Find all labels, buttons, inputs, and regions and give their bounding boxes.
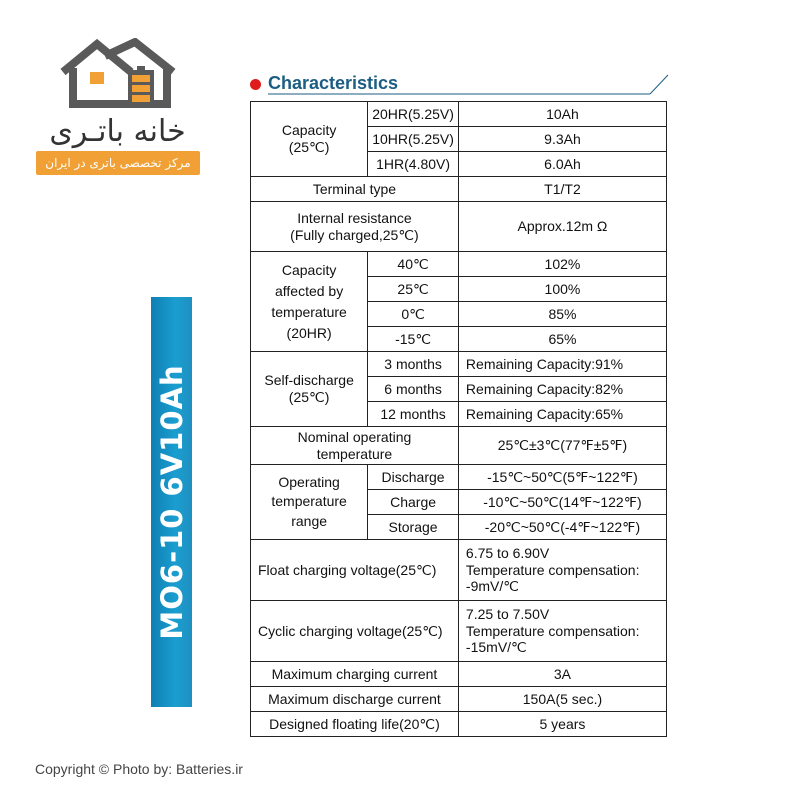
cyclic-voltage-label: Cyclic charging voltage(25℃)	[251, 601, 459, 662]
table-row	[251, 601, 667, 662]
float-life-label: Designed floating life(20℃)	[251, 712, 459, 737]
temp-cond: 25℃	[368, 277, 459, 302]
resistance-label: Internal resistance (Fully charged,25℃)	[251, 202, 459, 252]
operating-range-cond: Storage	[368, 515, 459, 540]
table-row	[251, 352, 667, 377]
temp-value: 100%	[458, 277, 666, 302]
self-discharge-value: Remaining Capacity:82%	[458, 377, 666, 402]
table-row	[251, 465, 667, 490]
capacity-value: 9.3Ah	[458, 127, 666, 152]
capacity-value: 6.0Ah	[458, 152, 666, 177]
table-row	[251, 252, 667, 277]
max-charge-current-value: 3A	[458, 662, 666, 687]
operating-range-cond: Discharge	[368, 465, 459, 490]
table-row	[251, 427, 667, 465]
copyright-notice: Copyright © Photo by: Batteries.ir	[35, 761, 243, 777]
operating-range-label: Operating temperature range	[251, 465, 368, 540]
table-row	[251, 102, 667, 127]
float-voltage-value: 6.75 to 6.90V Temperature compensation: -9mV/℃	[458, 540, 666, 601]
resistance-value: Approx.12m Ω	[458, 202, 666, 252]
operating-range-value: -10℃~50℃(14℉~122℉)	[458, 490, 666, 515]
self-discharge-cond: 3 months	[368, 352, 459, 377]
brand-name: خانه باتـری	[49, 114, 186, 149]
temp-value: 65%	[458, 327, 666, 352]
table-row	[251, 712, 667, 737]
capacity-cond: 20HR(5.25V)	[368, 102, 459, 127]
capacity-cond: 1HR(4.80V)	[368, 152, 459, 177]
max-charge-current-label: Maximum charging current	[251, 662, 459, 687]
table-row	[251, 687, 667, 712]
terminal-label: Terminal type	[251, 177, 459, 202]
temp-value: 85%	[458, 302, 666, 327]
temp-value: 102%	[458, 252, 666, 277]
operating-range-value: -20℃~50℃(-4℉~122℉)	[458, 515, 666, 540]
cyclic-voltage-value: 7.25 to 7.50V Temperature compensation: -15mV/℃	[458, 601, 666, 662]
self-discharge-label: Self-discharge (25℃)	[251, 352, 368, 427]
bullet-dot-icon	[250, 79, 261, 90]
section-header	[250, 72, 670, 98]
spec-table	[250, 101, 667, 737]
self-discharge-value: Remaining Capacity:91%	[458, 352, 666, 377]
capacity-cond: 10HR(5.25V)	[368, 127, 459, 152]
temp-cond: 40℃	[368, 252, 459, 277]
capacity-value: 10Ah	[458, 102, 666, 127]
capacity-label: Capacity (25℃)	[251, 102, 368, 177]
max-discharge-current-value: 150A(5 sec.)	[458, 687, 666, 712]
self-discharge-value: Remaining Capacity:65%	[458, 402, 666, 427]
operating-range-value: -15℃~50℃(5℉~122℉)	[458, 465, 666, 490]
table-row	[251, 177, 667, 202]
float-life-value: 5 years	[458, 712, 666, 737]
brand-tagline: مرکز تخصصی باتری در ایران	[36, 151, 200, 175]
nominal-temp-label: Nominal operating temperature	[251, 427, 459, 465]
self-discharge-cond: 12 months	[368, 402, 459, 427]
max-discharge-current-label: Maximum discharge current	[251, 687, 459, 712]
operating-range-cond: Charge	[368, 490, 459, 515]
self-discharge-cond: 6 months	[368, 377, 459, 402]
temp-cond: 0℃	[368, 302, 459, 327]
house-battery-icon	[57, 38, 179, 110]
table-row	[251, 662, 667, 687]
terminal-value: T1/T2	[458, 177, 666, 202]
temp-capacity-label: Capacity affected by temperature (20HR)	[251, 252, 368, 352]
float-voltage-label: Float charging voltage(25℃)	[251, 540, 459, 601]
model-label: MO6-10 6V10Ah	[155, 364, 189, 640]
table-row	[251, 540, 667, 601]
brand-logo	[30, 38, 205, 178]
table-row	[251, 202, 667, 252]
temp-cond: -15℃	[368, 327, 459, 352]
section-title: Characteristics	[268, 73, 399, 93]
nominal-temp-value: 25℃±3℃(77℉±5℉)	[458, 427, 666, 465]
